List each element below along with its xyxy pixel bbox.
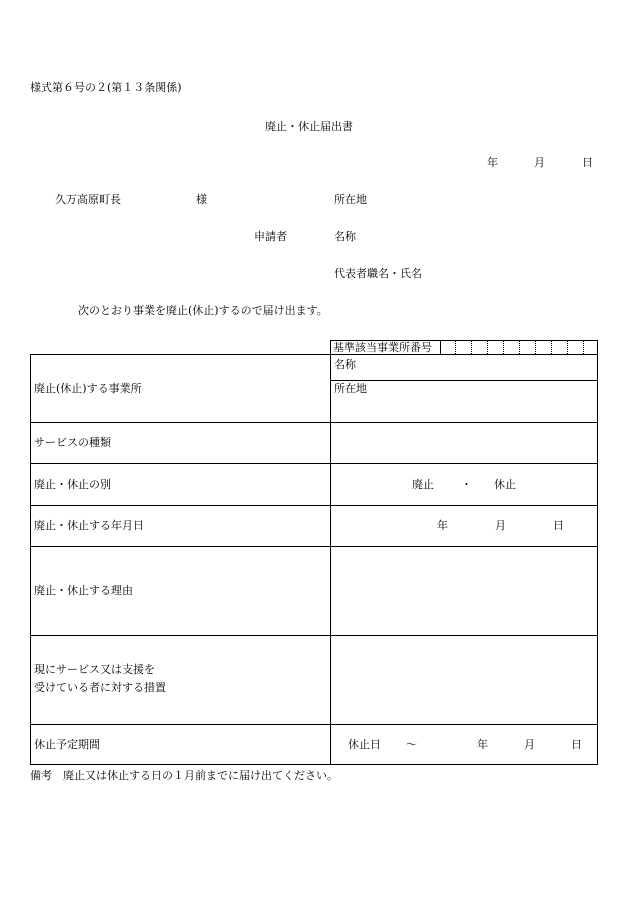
row-divider xyxy=(30,422,598,423)
type-row-label: 廃止・休止の別 xyxy=(34,478,111,491)
office-number-label: 基準該当事業所番号 xyxy=(333,341,432,354)
row-divider xyxy=(30,505,598,506)
period-row-label: 休止予定期間 xyxy=(34,738,100,751)
applicant-label: 申請者 xyxy=(254,230,287,243)
digit-cell-divider xyxy=(487,341,488,354)
row-divider xyxy=(30,546,598,547)
option-suspend: 休止 xyxy=(494,478,516,491)
period-tilde: ～ xyxy=(406,738,417,751)
digit-cell-divider xyxy=(567,341,568,354)
measures-row-label-line1: 現にサービス又は支援を xyxy=(34,663,155,676)
option-abolish: 廃止 xyxy=(412,478,434,491)
date-day-label: 日 xyxy=(582,156,593,169)
date-row-day: 日 xyxy=(553,519,564,532)
date-row-month: 月 xyxy=(495,519,506,532)
applicant-representative-label: 代表者職名・氏名 xyxy=(334,267,422,280)
date-row-label: 廃止・休止する年月日 xyxy=(34,519,144,532)
date-year-label: 年 xyxy=(487,156,498,169)
period-start-label: 休止日 xyxy=(348,738,381,751)
row-divider xyxy=(30,724,598,725)
office-address-label: 所在地 xyxy=(334,382,367,395)
digit-cell-divider xyxy=(503,341,504,354)
applicant-address-label: 所在地 xyxy=(334,193,367,206)
row-divider xyxy=(30,635,598,636)
applicant-name-label: 名称 xyxy=(334,230,356,243)
date-month-label: 月 xyxy=(534,156,545,169)
period-day: 日 xyxy=(571,738,582,751)
note-text: 備考 廃止又は休止する日の１月前までに届け出てください。 xyxy=(30,769,338,782)
office-row-inner-divider xyxy=(330,380,598,381)
digit-cell-divider xyxy=(535,341,536,354)
digit-cell-divider xyxy=(583,341,584,354)
digit-cell-divider xyxy=(471,341,472,354)
digit-cell-divider xyxy=(551,341,552,354)
period-year: 年 xyxy=(477,738,488,751)
office-name-label: 名称 xyxy=(334,358,356,371)
column-divider xyxy=(330,354,331,765)
reason-row-label: 廃止・休止する理由 xyxy=(34,584,133,597)
addressee-honorific: 様 xyxy=(196,193,207,206)
date-row-year: 年 xyxy=(437,519,448,532)
form-number: 様式第６号の２(第１３条関係) xyxy=(30,81,182,94)
addressee-name: 久万高原町長 xyxy=(55,193,121,206)
intro-text: 次のとおり事業を廃止(休止)するので届け出ます。 xyxy=(78,304,328,317)
form-title: 廃止・休止届出書 xyxy=(265,120,353,133)
digit-cell-divider xyxy=(519,341,520,354)
office-row-label: 廃止(休止)する事業所 xyxy=(34,382,142,395)
form-table xyxy=(30,354,598,765)
digit-cell-divider xyxy=(455,341,456,354)
service-row-label: サービスの種類 xyxy=(34,436,111,449)
office-number-divider xyxy=(440,340,441,354)
measures-row-label-line2: 受けている者に対する措置 xyxy=(34,681,166,694)
period-month: 月 xyxy=(524,738,535,751)
option-separator: ・ xyxy=(461,478,472,491)
row-divider xyxy=(30,463,598,464)
